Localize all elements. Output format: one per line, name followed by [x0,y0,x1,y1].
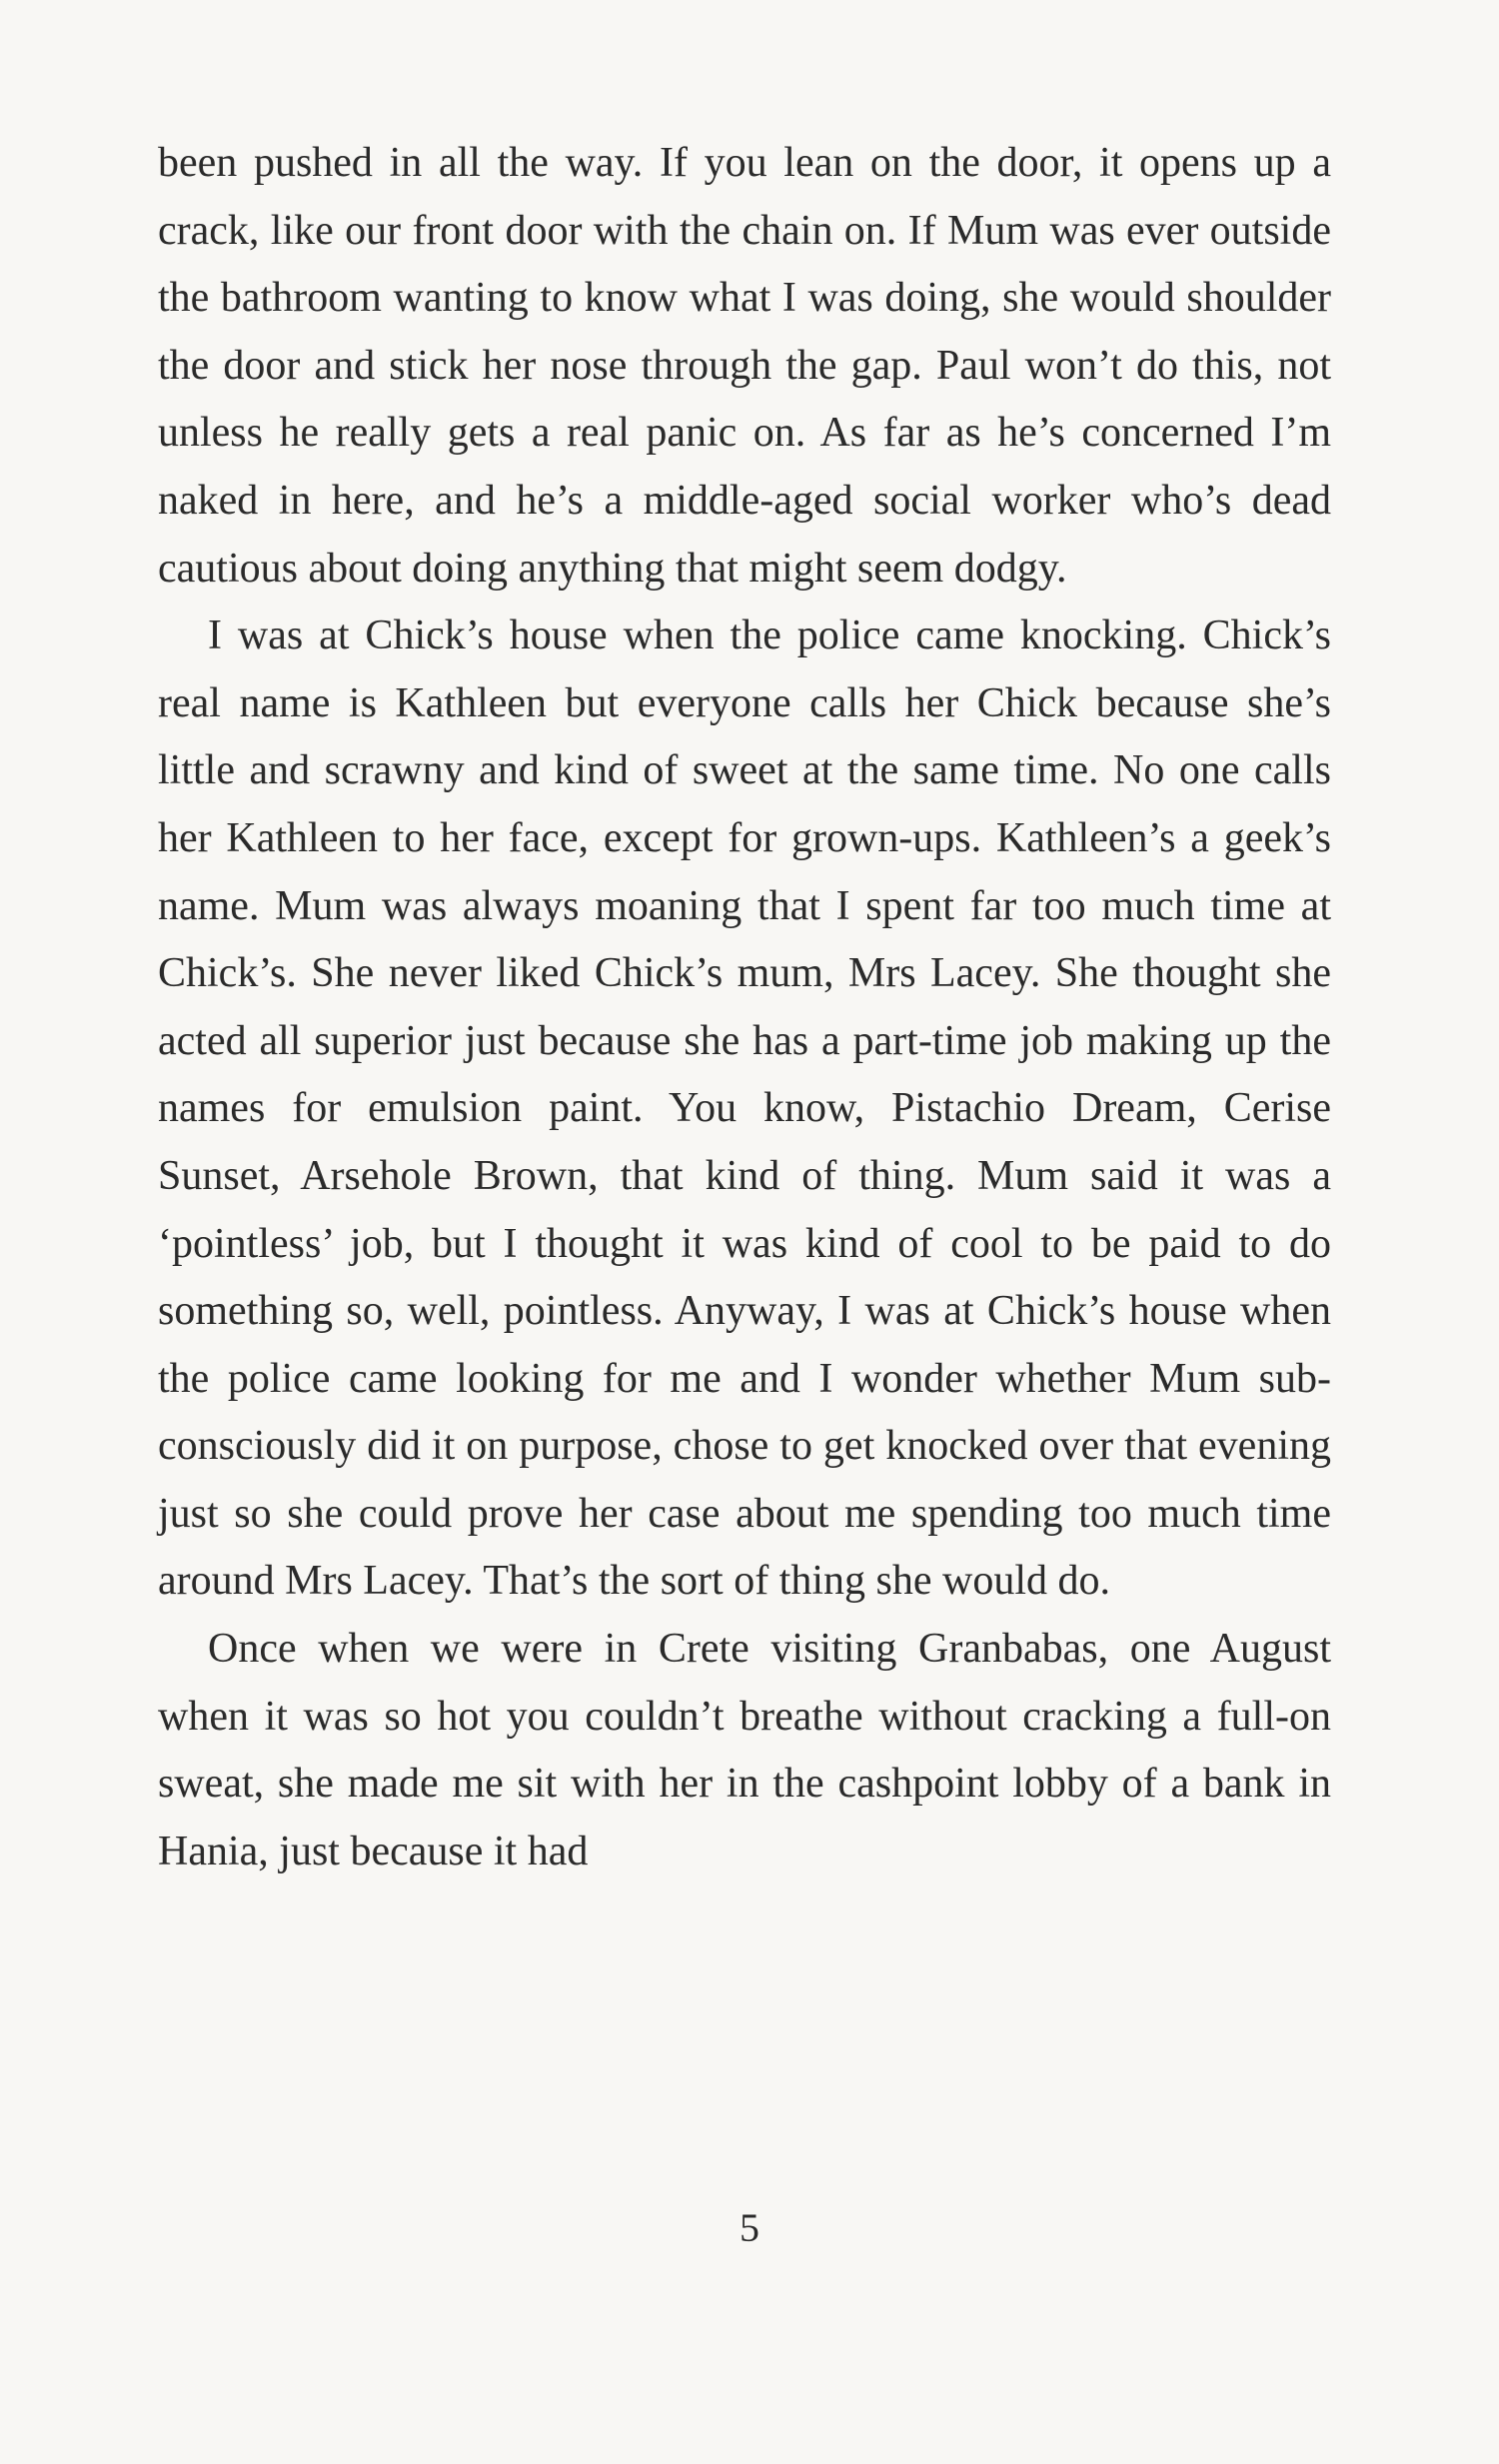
paragraph-1: been pushed in all the way. If you lean on the door, it opens up a crack, like our front door with the chain on. If Mum was ever outside the bathroom wanting to know what I was doing, she would shoulder the door and stick her nose through the gap. Paul won’t do this, not unless he really gets a real panic on. As far as he’s concerned I’m naked in here, and he’s a middle-aged social worker who’s dead cautious about doing anything that might seem dodgy. [158,140,1331,592]
page-number: 5 [740,2205,759,2250]
paragraph-3: Once when we were in Crete visiting Granbabas, one August when it was so hot you couldn’t breathe without cracking a full-on sweat, she made me sit with her in the cashpoint lobby of a bank in Hania, just because it had [158,1626,1331,1874]
paragraph-2: I was at Chick’s house when the police came knocking. Chick’s real name is Kathleen but everyone calls her Chick because she’s little and scrawny and kind of sweet at the same time. No one calls her Kathleen to her face, except for grown-ups. Kathleen’s a geek’s name. Mum was always moaning that I spent far too much time at Chick’s. She never liked Chick’s mum, Mrs Lacey. She thought she acted all superior just because she has a part-time job making up the names for emulsion paint. You know, Pistachio Dream, Cerise Sunset, Arsehole Brown, that kind of thing. Mum said it was a ‘pointless’ job, but I thought it was kind of cool to be paid to do something so, well, pointless. Anyway, I was at Chick’s house when the police came looking for me and I wonder whether Mum sub-consciously did it on purpose, chose to get knocked over that evening just so she could prove her case about me spending too much time around Mrs Lacey. That’s the sort of thing she would do. [158,613,1331,1605]
body-text [158,130,1331,1885]
